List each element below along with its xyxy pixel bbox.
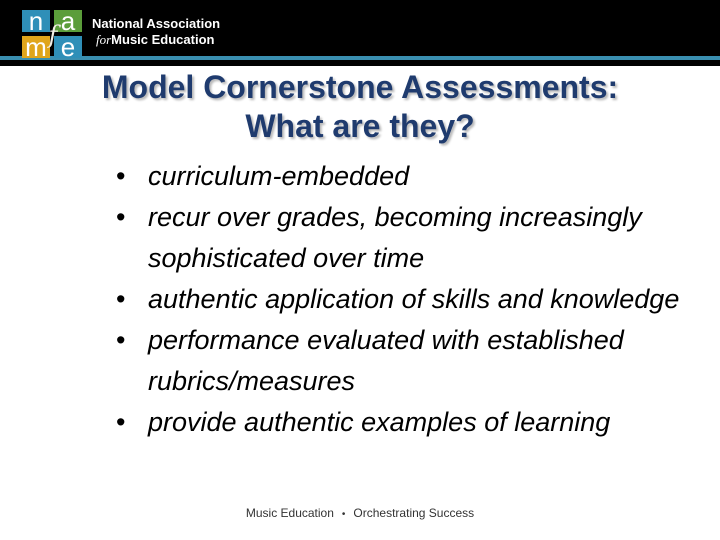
list-item: [112, 197, 702, 279]
header-divider: [0, 56, 720, 60]
bullet-text: curriculum-embedded: [148, 161, 410, 191]
name-logo: [22, 6, 84, 62]
slide-title: [40, 68, 680, 146]
bullet-list: [112, 156, 702, 443]
slide-footer: [0, 506, 720, 520]
logo-letter-m: m: [22, 36, 50, 58]
logo-letter-a: a: [54, 10, 82, 32]
bullet-text: recur over grades, becoming increasingly sophisticated over time: [148, 202, 642, 273]
org-name-for: for: [96, 32, 112, 47]
bullet-icon: •: [116, 202, 126, 232]
logo-letter-n: n: [22, 10, 50, 32]
org-name-line2: [92, 32, 220, 48]
slide-title-line2: What are they?: [245, 108, 475, 144]
footer-right-text: Orchestrating Success: [353, 506, 475, 520]
org-name-music-education: Music Education: [111, 32, 215, 47]
list-item: [112, 320, 702, 402]
org-name-line1: National Association: [92, 16, 221, 31]
footer-left-text: Music Education: [245, 506, 334, 520]
slide-title-line1: Model Cornerstone Assessments:: [101, 69, 619, 105]
bullet-text: authentic application of skills and knowledge: [148, 284, 680, 314]
bullet-text: performance evaluated with established rubrics/measures: [148, 325, 624, 396]
bullet-icon: •: [116, 284, 126, 314]
organization-name: [92, 16, 220, 48]
list-item: [112, 156, 702, 197]
bullet-icon: •: [116, 325, 126, 355]
list-item: [112, 279, 702, 320]
logo-letter-e: e: [54, 36, 82, 58]
bullet-icon: •: [116, 407, 126, 437]
footer-separator: •: [341, 509, 346, 520]
bullet-text: provide authentic examples of learning: [148, 407, 611, 437]
list-item: [112, 402, 702, 443]
bullet-icon: •: [116, 161, 126, 191]
logo-clef-icon: f: [48, 21, 58, 49]
